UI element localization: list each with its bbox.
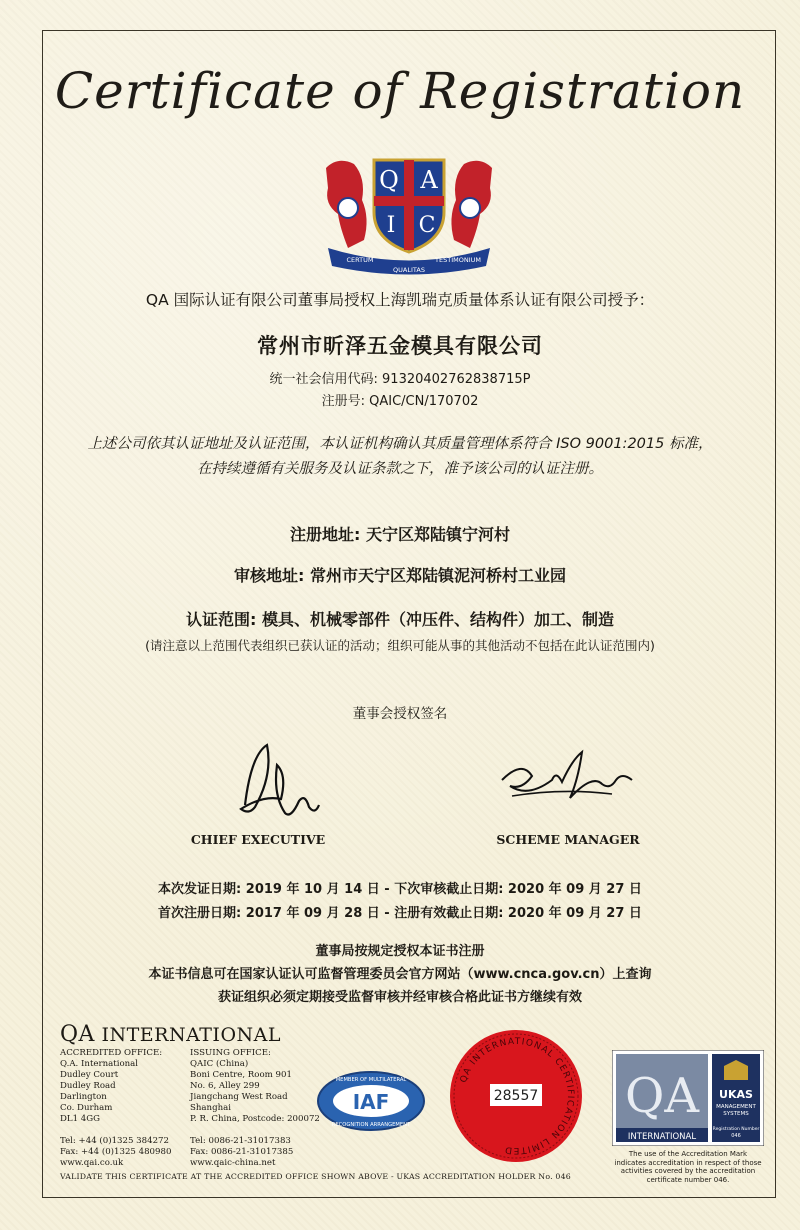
ukas-systems-text: SYSTEMS [723,1111,749,1117]
qa-international-logo [60,1022,281,1047]
iaf-top-text: MEMBER OF MULTILATERAL [335,1077,407,1083]
seal-number: 28557 [493,1088,539,1104]
accredited-office-line: Fax: +44 (0)1325 480980 [60,1147,172,1157]
crest-motto-left: CERTUM [346,256,374,264]
statement-line-1: 上述公司依其认证地址及认证范围，本认证机构确认其质量管理体系符合 ISO 9001:2015 标准， [87,436,713,452]
scheme-manager-signature [492,740,642,810]
crest-motto-bottom: QUALITAS [393,266,425,274]
accredited-office-line: Tel: +44 (0)1325 384272 [60,1136,169,1146]
certification-scope: 认证范围: 模具、机械零部件（冲压件、结构件）加工、制造 [186,610,614,629]
certificate-title: Certificate of Registration [54,62,746,120]
issuing-office-line: Jiangchang West Road [190,1092,288,1102]
ukas-note: The use of the Accreditation Mark indicates accreditation in respect of those activities covered by the accreditation certificate number 046. [614,1150,762,1184]
qaic-crest-logo [318,148,500,276]
validate-footer: VALIDATE THIS CERTIFICATE AT THE ACCREDITED OFFICE SHOWN ABOVE - UKAS ACCREDITATION HOLDER No. 046 [60,1172,571,1181]
international-text: INTERNATIONAL [94,1024,281,1046]
company-name: 常州市昕泽五金模具有限公司 [257,334,543,358]
accredited-office-line: Q.A. International [60,1059,139,1069]
chief-executive-label: CHIEF EXECUTIVE [190,832,326,847]
issuing-office-line: QAIC (China) [190,1059,249,1069]
issue-dates-line-2: 首次注册日期: 2017 年 09 月 28 日 - 注册有效截止日期: 2020 年 09 月 27 日 [158,906,642,921]
crest-letter-q: Q [379,166,399,194]
iaf-logo [316,1070,426,1132]
accredited-office-line: ACCREDITED OFFICE: [60,1048,163,1058]
accredited-office-line: Dudley Court [60,1070,119,1080]
registered-address: 注册地址: 天宁区郑陆镇宁河村 [290,525,510,544]
accredited-office-line: Co. Durham [60,1103,113,1113]
accredited-office-line: www.qai.co.uk [60,1158,124,1168]
scope-note: (请注意以上范围代表组织已获认证的活动；组织可能从事的其他活动不包括在此认证范围内) [145,638,655,653]
accredited-office-line: Dudley Road [60,1081,116,1091]
signature-authority: 董事会授权签名 [352,706,448,722]
scheme-manager-label: SCHEME MANAGER [496,832,640,847]
accredited-office-line: DL1 4GG [60,1114,100,1124]
ukas-management-text: MANAGEMENT [716,1104,756,1110]
surveillance-note: 获证组织必须定期接受监督审核并经审核合格此证书方继续有效 [217,990,582,1005]
ukas-reg-label: Registration Number [712,1127,760,1132]
issuing-office-line: Shanghai [190,1103,231,1113]
issuing-office-line: www.qaic-china.net [190,1158,276,1168]
iaf-bottom-text: RECOGNITION ARRANGEMENT [331,1122,411,1128]
ukas-accreditation-mark [612,1050,764,1146]
issuing-office-line: P. R. China, Postcode: 200072 [190,1114,320,1124]
seal-ring-text: QA INTERNATIONAL CERTIFICATION LIMITED [458,1036,576,1156]
issuing-office-line: Boni Centre, Room 901 [190,1070,292,1080]
accredited-office-block [60,1048,190,1169]
issue-dates-line-1: 本次发证日期: 2019 年 10 月 14 日 - 下次审核截止日期: 2020 年 09 月 27 日 [158,882,642,897]
chief-executive-signature [215,735,335,825]
statement-line-2: 在持续遵循有关服务及认证条款之下，准予该公司的认证注册。 [197,461,603,477]
issuing-office-line: Fax: 0086-21-31017385 [190,1147,294,1157]
ukas-text: UKAS [719,1088,753,1101]
ukas-reg-number: 046 [731,1133,741,1139]
qa-mark-letters: QA [624,1068,700,1124]
qa-mark-label: INTERNATIONAL [627,1132,697,1142]
crest-motto-right: TESTIMONIUM [435,256,481,264]
issuing-office-block [190,1048,325,1169]
accredited-office-line: Darlington [60,1092,107,1102]
red-seal [448,1028,584,1164]
qa-text: QA [60,1022,95,1047]
iaf-text: IAF [352,1090,390,1114]
cnca-query-note: 本证书信息可在国家认证认可监督管理委员会官方网站（www.cnca.gov.cn）上查询 [148,967,652,982]
crest-letter-a: A [420,166,438,194]
issuing-office-line: ISSUING OFFICE: [190,1048,271,1058]
issuing-office-line: No. 6, Alley 299 [190,1081,260,1091]
board-authorization-note: 董事局按规定授权本证书注册 [315,944,485,959]
registration-number: 注册号: QAIC/CN/170702 [321,394,479,409]
credit-code: 统一社会信用代码: 91320402762838715P [269,372,531,387]
audit-address: 审核地址: 常州市天宁区郑陆镇泥河桥村工业园 [234,566,566,585]
issuing-office-line: Tel: 0086-21-31017383 [190,1136,291,1146]
crest-letter-i: I [386,213,396,238]
crest-letter-c: C [418,213,436,238]
authorization-intro: QA 国际认证有限公司董事局授权上海凯瑞克质量体系认证有限公司授予： [145,291,655,309]
